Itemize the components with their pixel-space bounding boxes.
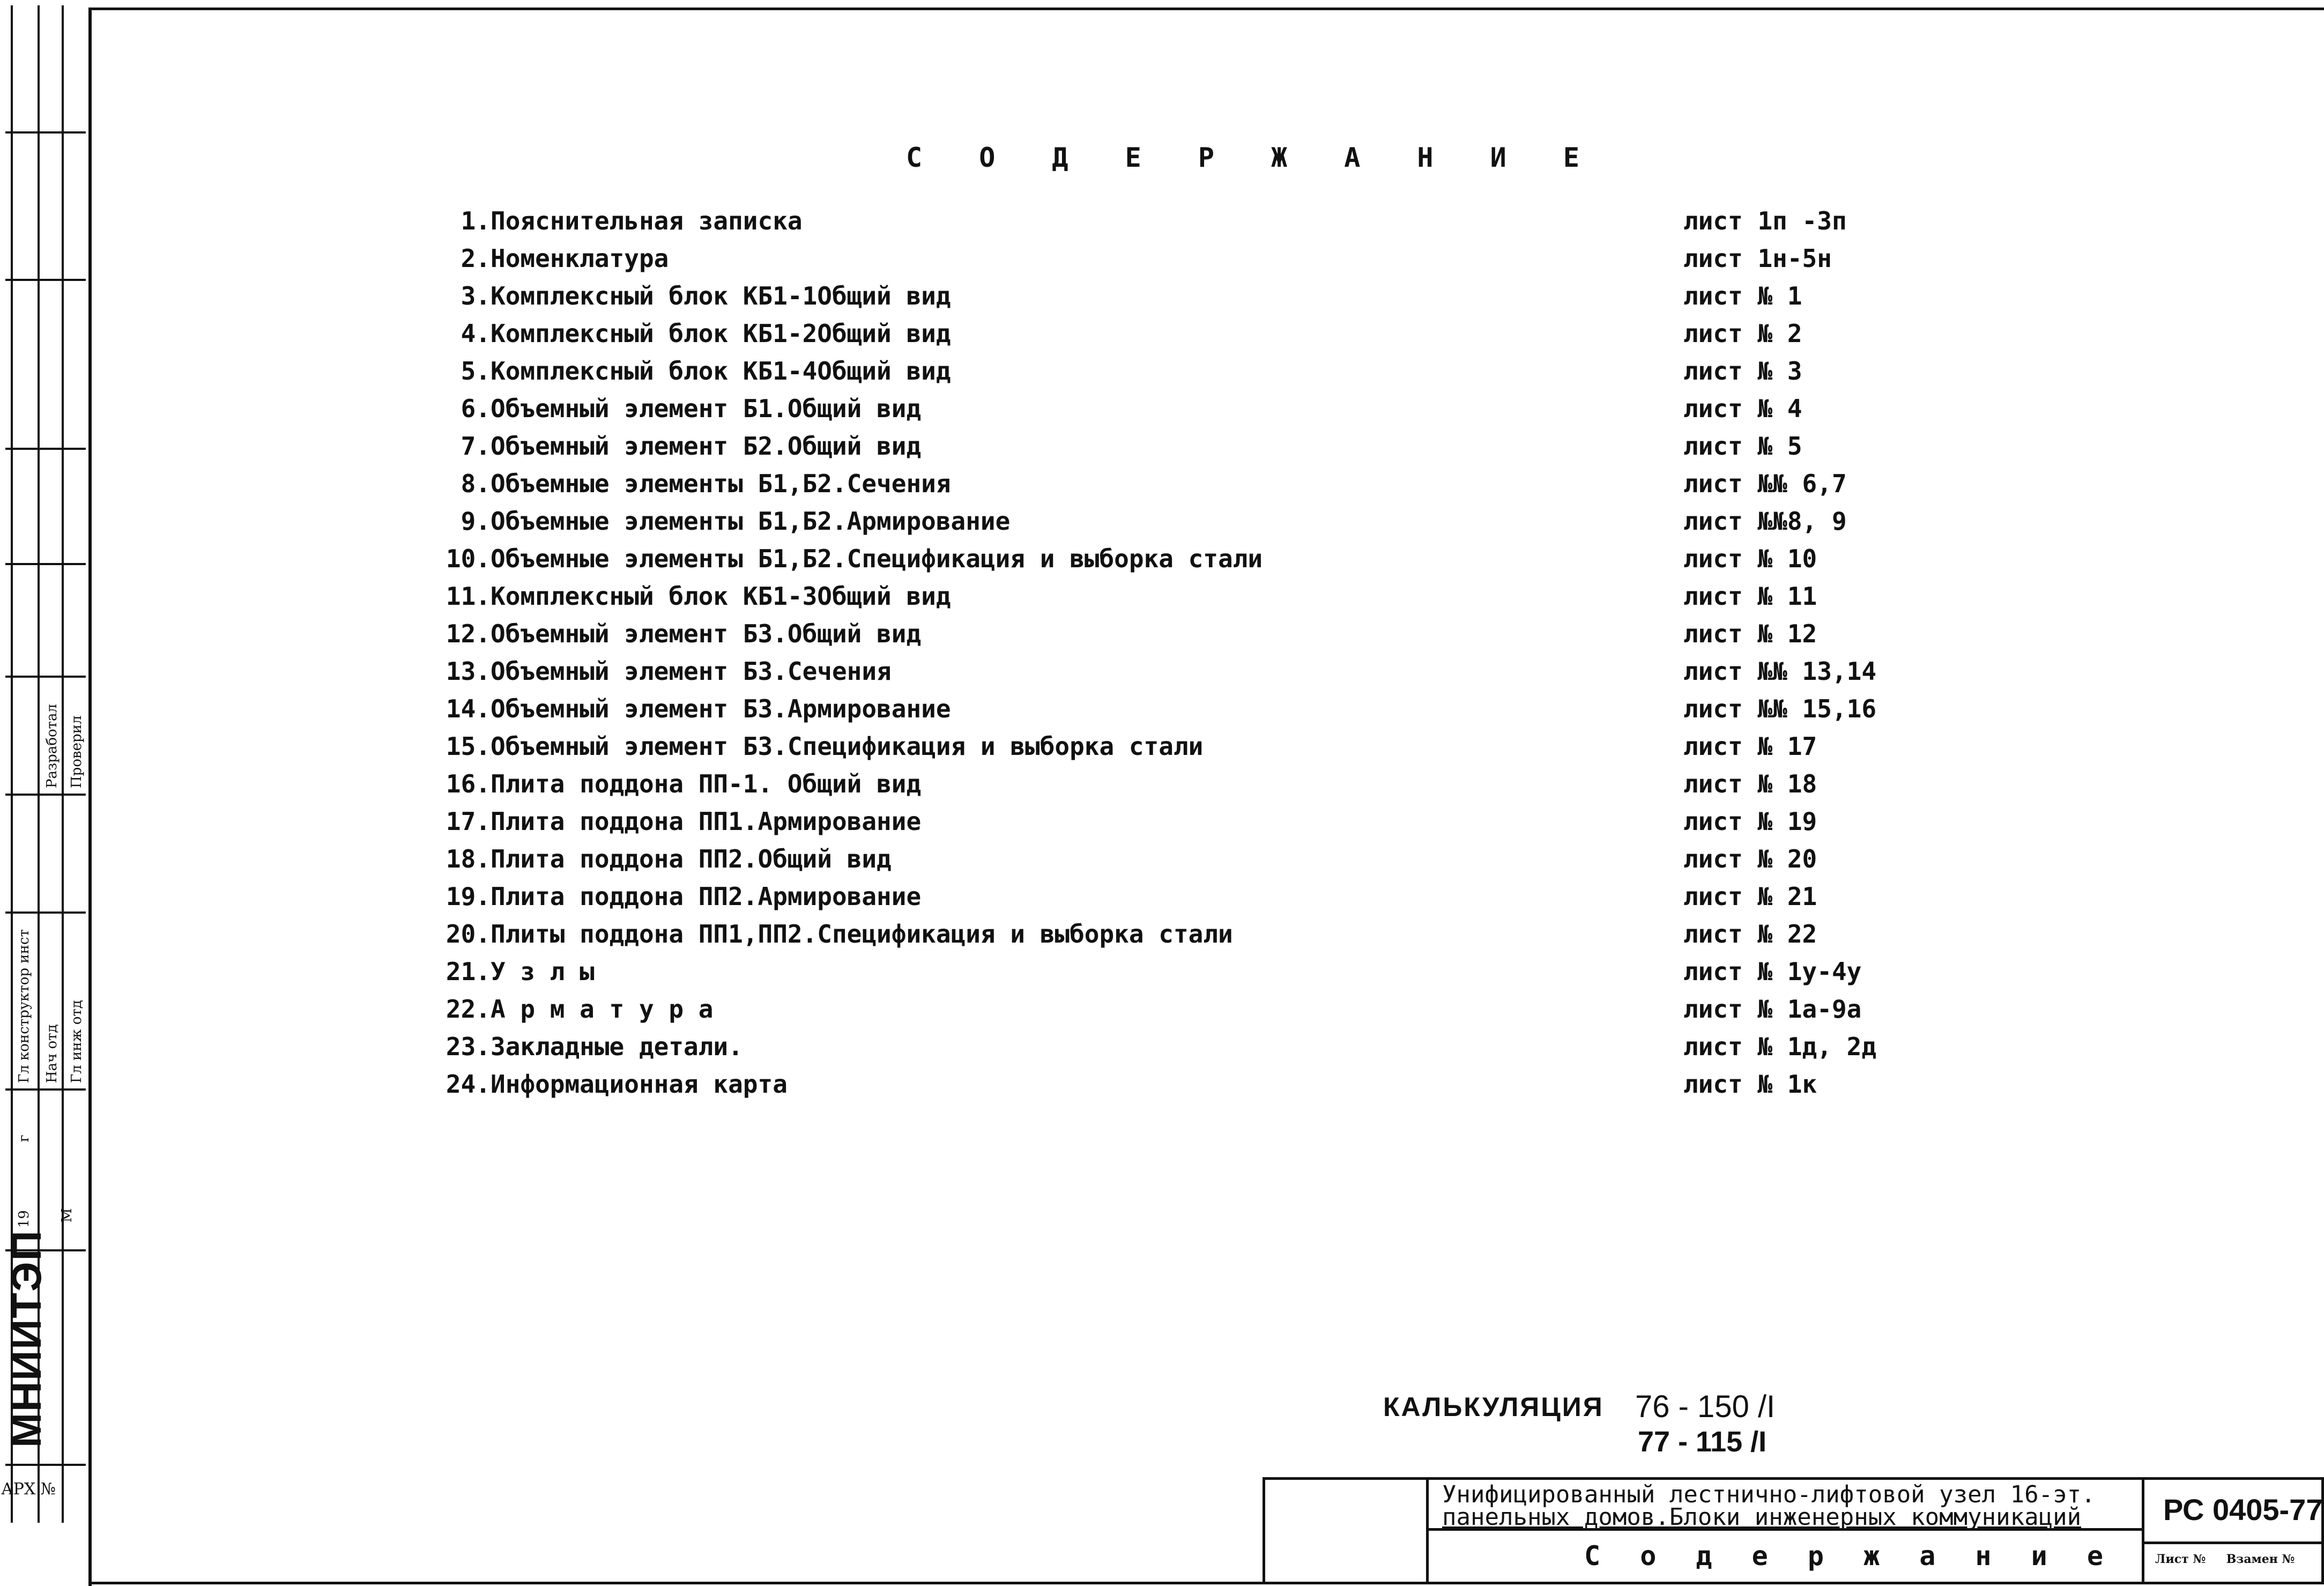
contents-item-title: Комплексный блок КБ1-3Общий вид [491,582,951,611]
contents-item-number: 13. [446,657,491,686]
calculation-label: КАЛЬКУЛЯЦИЯ [1383,1392,1604,1422]
contents-row [440,732,2048,769]
contents-item-sheet: лист № 3 [1683,357,1802,386]
contents-item-sheet: лист № 12 [1683,619,1817,648]
contents-item-number: 8. [461,469,491,498]
strip-divider [5,279,86,281]
contents-item-sheet: лист № 21 [1683,882,1817,911]
contents-item-sheet: лист № 17 [1683,732,1817,761]
contents-item [440,957,595,986]
contents-item-number: 11. [446,582,491,611]
contents-item-number: 24. [446,1070,491,1099]
strip-line [62,5,64,1523]
contents-item-number: 16. [446,769,491,798]
contents-row [440,432,2048,469]
contents-item [440,281,951,310]
contents-item [440,882,921,911]
year-suffix: г [16,1135,32,1142]
contents-item-title: Комплексный блок КБ1-1Общий вид [491,281,951,310]
contents-item-number: 1. [461,206,491,235]
contents-item-number: 5. [461,357,491,386]
contents-item-number: 17. [446,807,491,836]
contents-item [440,657,892,686]
project-description [1442,1481,2166,1531]
contents-item-title: Комплексный блок КБ1-4Общий вид [491,357,951,386]
frame-top-line [88,8,2324,10]
contents-item-title: Объемный элемент Б3.Армирование [491,694,951,723]
contents-item-title: Номенклатура [491,244,669,273]
contents-row [440,657,2048,694]
contents-row [440,957,2048,995]
role-checked: Проверил [69,715,85,788]
contents-item-sheet: лист №№8, 9 [1683,507,1847,536]
contents-item [440,582,951,611]
strip-divider [5,131,86,134]
contents-item [440,357,951,386]
contents-item [440,469,951,498]
contents-item-number: 15. [446,732,491,761]
contents-row [440,206,2048,244]
contents-item [440,769,921,798]
contents-item-number: 10. [446,544,491,573]
contents-item-sheet: лист 1н-5н [1683,244,1832,273]
sheet-number-label [2155,1552,2295,1566]
document-code: РС 0405-77 [2163,1493,2323,1526]
contents-item-number: 6. [461,394,491,423]
contents-item-number: 3. [461,281,491,310]
contents-row [440,319,2048,357]
contents-item [440,1032,743,1061]
strip-divider [5,676,86,678]
contents-item-title: А р м а т у р а [491,995,714,1024]
strip-divider [5,1464,86,1466]
contents-item [440,206,803,235]
contents-list [440,206,2048,1107]
contents-item-title: Объемный элемент Б3.Спецификация и выборка стали [491,732,1204,761]
contents-item-title: Объемные элементы Б1,Б2.Сечения [491,469,951,498]
role-department-head: Нач отд [44,1024,60,1083]
contents-row [440,1032,2048,1070]
contents-item [440,319,951,348]
contents-row [440,281,2048,319]
m-label: М [59,1208,75,1222]
contents-row [440,582,2048,619]
contents-item [440,732,1203,761]
contents-item-sheet: лист 1п -3п [1683,206,1847,235]
contents-item-title: Плиты поддона ПП1,ПП2.Спецификация и выборка стали [491,920,1233,948]
contents-item-sheet: лист № 1 [1683,281,1802,310]
strip-divider [5,563,86,565]
contents-item-sheet: лист № 20 [1683,844,1817,873]
contents-item-sheet: лист № 4 [1683,394,1802,423]
description-line-2: панельных домов.Блоки инженерных коммуникаций [1442,1503,2082,1531]
contents-row [440,469,2048,507]
contents-item-sheet: лист № 2 [1683,319,1802,348]
contents-item-number: 14. [446,694,491,723]
contents-item-number: 2. [461,244,491,273]
contents-item-title: Объемные элементы Б1,Б2.Армирование [491,507,1011,536]
calculation-value-2: 77 - 115 /I [1638,1426,1767,1458]
role-developed: Разработал [44,703,60,788]
contents-row [440,920,2048,957]
contents-item-number: 23. [446,1032,491,1061]
contents-item [440,920,1233,948]
contents-row [440,769,2048,807]
contents-row [440,1070,2048,1107]
title-block [1263,1477,2324,1584]
contents-item-title: Плита поддона ПП2.Армирование [491,882,922,911]
contents-item-title: Объемный элемент Б3.Сечения [491,657,892,686]
contents-item-number: 12. [446,619,491,648]
contents-item-title: Объемный элемент Б3.Общий вид [491,619,922,648]
copy-label: Взамен № [2226,1552,2295,1566]
contents-item [440,544,1263,573]
calculation-value-1: 76 - 150 /I [1635,1389,1776,1424]
contents-row [440,544,2048,582]
contents-item-sheet: лист № 11 [1683,582,1817,611]
contents-item-number: 7. [461,432,491,461]
contents-item-title: Пояснительная записка [491,206,803,235]
page-title: С О Д Е Р Ж А Н И Е [906,142,1600,173]
contents-item-sheet: лист №№ 15,16 [1683,694,1877,723]
contents-row [440,507,2048,544]
contents-row [440,807,2048,844]
contents-row [440,882,2048,920]
contents-item-sheet: лист № 10 [1683,544,1817,573]
contents-item-title: Комплексный блок КБ1-2Общий вид [491,319,951,348]
contents-item-title: Закладные детали. [491,1032,743,1061]
contents-item [440,694,951,723]
contents-item-title: Объемный элемент Б2.Общий вид [491,432,922,461]
contents-item-sheet: лист № 1у-4у [1683,957,1862,986]
binding-strip [0,0,88,1586]
contents-item [440,507,1010,536]
contents-item-title: Объемные элементы Б1,Б2.Спецификация и выборка стали [491,544,1263,573]
contents-item [440,1070,788,1099]
contents-item [440,995,713,1024]
contents-item [440,244,669,273]
contents-item-title: Информационная карта [491,1070,788,1099]
contents-item [440,844,892,873]
contents-item-sheet: лист № 1к [1683,1070,1817,1099]
contents-item-number: 9. [461,507,491,536]
role-chief-constructor: Гл конструктор инст [16,929,32,1083]
contents-item [440,394,921,423]
contents-item-number: 20. [446,920,491,948]
contents-row [440,694,2048,732]
contents-item-sheet: лист № 1а-9а [1683,995,1862,1024]
contents-item-title: У з л ы [491,957,595,986]
contents-item-title: Плита поддона ПП1.Армирование [491,807,922,836]
contents-item-number: 22. [446,995,491,1024]
sheet-label: Лист № [2155,1552,2206,1566]
contents-row [440,244,2048,281]
sheet-subtitle: С о д е р ж а н и е [1584,1540,2115,1572]
contents-item-number: 21. [446,957,491,986]
contents-item-title: Плита поддона ПП2.Общий вид [491,844,892,873]
contents-item-sheet: лист № 19 [1683,807,1817,836]
contents-row [440,394,2048,432]
contents-item [440,807,921,836]
contents-row [440,357,2048,394]
title-block-empty-cell [1263,1477,1429,1584]
contents-row [440,619,2048,657]
strip-divider [5,794,86,796]
contents-item-sheet: лист № 1д, 2д [1683,1032,1877,1061]
contents-item-number: 19. [446,882,491,911]
year-prefix: 19 [16,1210,32,1228]
strip-divider [5,448,86,450]
contents-item [440,432,921,461]
contents-item-sheet: лист №№ 6,7 [1683,469,1847,498]
contents-item-sheet: лист № 5 [1683,432,1802,461]
archive-label: АРХ № [1,1480,56,1499]
org-logo: МНИИТЭП [3,1229,50,1448]
contents-item-title: Объемный элемент Б1.Общий вид [491,394,922,423]
strip-divider [5,911,86,914]
contents-item-number: 18. [446,844,491,873]
contents-item-sheet: лист № 22 [1683,920,1817,948]
role-chief-engineer: Гл инж отд [69,1000,85,1083]
contents-item [440,619,921,648]
description-line-1: Унифицированный лестнично-лифтовой узел 16-эт. [1442,1481,2096,1508]
contents-item-sheet: лист № 18 [1683,769,1817,798]
contents-row [440,844,2048,882]
contents-item-title: Плита поддона ПП-1. Общий вид [491,769,922,798]
strip-divider [5,1088,86,1091]
contents-item-sheet: лист №№ 13,14 [1683,657,1877,686]
contents-item-number: 4. [461,319,491,348]
contents-row [440,995,2048,1032]
frame-left-line [88,8,92,1586]
